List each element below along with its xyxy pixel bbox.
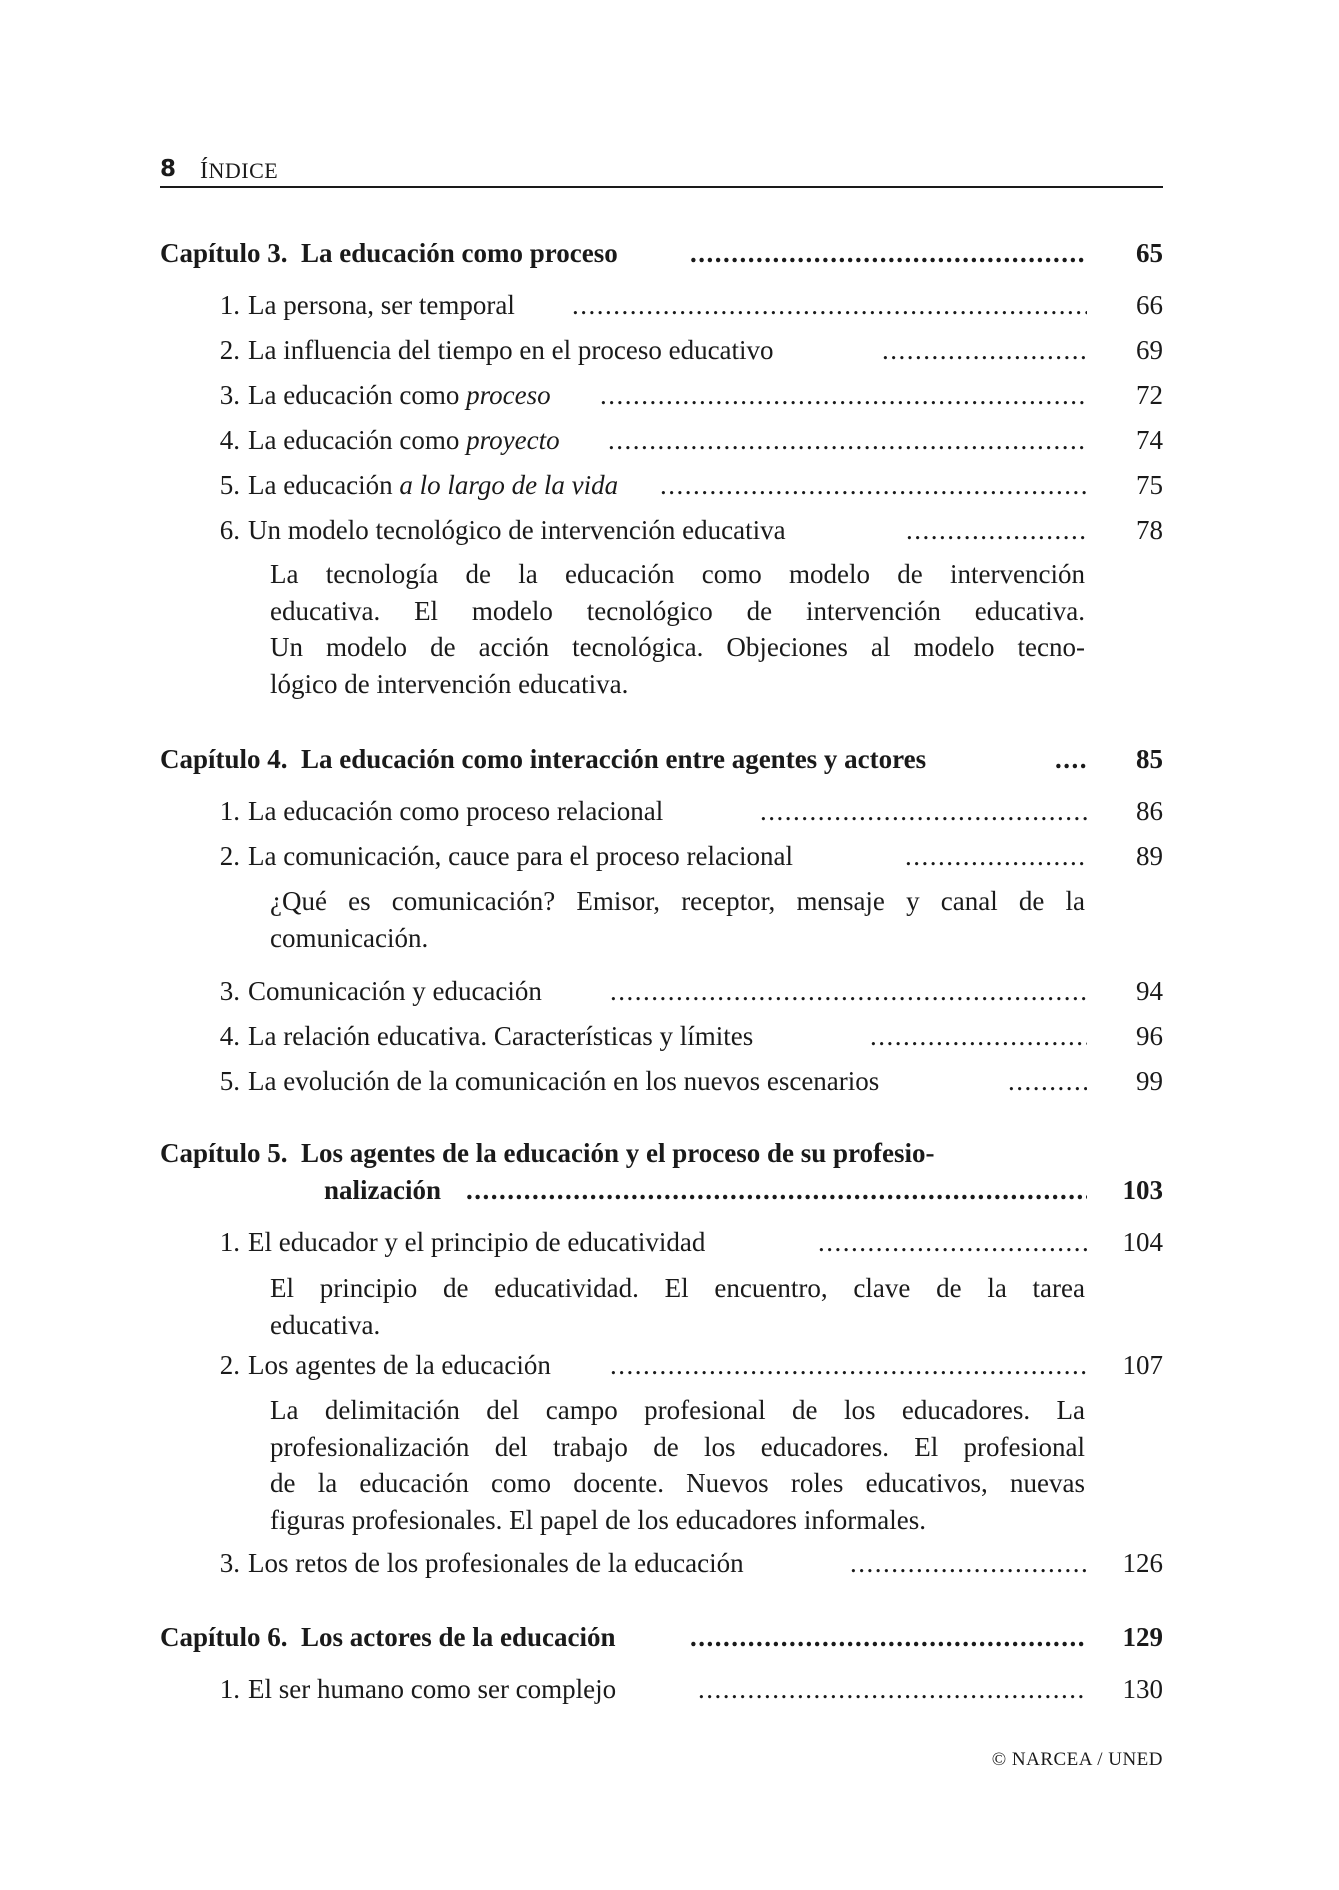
- entry-number: 4.: [219, 425, 240, 455]
- entry-title-emphasis: a lo largo de la vida: [399, 470, 619, 500]
- entry-page: 69: [1136, 335, 1163, 365]
- entry-number: 1.: [219, 290, 240, 320]
- chapter-page: 103: [1122, 1175, 1163, 1205]
- description-line: comunicación.: [270, 922, 429, 953]
- toc-entry: [160, 380, 1163, 416]
- toc-entry: [160, 425, 1163, 461]
- description-line: de la educación como docente. Nuevos roles educativos, nuevas: [270, 1468, 1085, 1498]
- entry-page: 94: [1136, 976, 1163, 1006]
- entry-title: La evolución de la comunicación en los nuevos escenarios: [248, 1066, 880, 1096]
- entry-number: 6.: [219, 515, 240, 545]
- dot-leader: [610, 1350, 1087, 1386]
- dot-leader: [466, 1175, 1087, 1211]
- entry-title: La educación como proceso relacional: [248, 796, 664, 826]
- entry-number: 1.: [219, 1227, 240, 1257]
- entry-title: La comunicación, cauce para el proceso relacional: [248, 841, 793, 871]
- entry-number: 1.: [219, 796, 240, 826]
- entry-number: 2.: [219, 335, 240, 365]
- entry-description: [270, 1392, 1085, 1538]
- description-line: El principio de educatividad. El encuentro, clave de la tarea: [270, 1273, 1085, 1303]
- entry-page: 86: [1136, 796, 1163, 826]
- toc-entry: [160, 1066, 1163, 1102]
- entry-page: 99: [1136, 1066, 1163, 1096]
- chapter-page: 85: [1136, 744, 1163, 774]
- dot-leader: [760, 796, 1087, 832]
- entry-page: 126: [1122, 1548, 1163, 1578]
- entry-description: [270, 1270, 1085, 1343]
- entry-page: 74: [1136, 425, 1163, 455]
- description-line: lógico de intervención educativa.: [270, 668, 629, 699]
- entry-page: 78: [1136, 515, 1163, 545]
- entry-title: El ser humano como ser complejo: [248, 1674, 617, 1704]
- description-line: La tecnología de la educación como modelo de intervención: [270, 559, 1085, 589]
- entry-title: La persona, ser temporal: [248, 290, 515, 320]
- toc-entry: [160, 290, 1163, 326]
- entry-page: 96: [1136, 1021, 1163, 1051]
- chapter-3-heading: [160, 238, 1163, 274]
- toc-entry: [160, 1021, 1163, 1057]
- entry-number: 2.: [219, 1350, 240, 1380]
- entry-description: [270, 556, 1085, 702]
- dot-leader: [906, 515, 1087, 551]
- dot-leader: [1008, 1066, 1087, 1102]
- description-line: Un modelo de acción tecnológica. Objeciones al modelo tecno-: [270, 632, 1085, 662]
- entry-title: La educación: [248, 470, 400, 500]
- page-header: [160, 156, 1163, 188]
- description-line: profesionalización del trabajo de los educadores. El profesional: [270, 1431, 1085, 1462]
- entry-number: 5.: [219, 1066, 240, 1096]
- entry-title: La relación educativa. Características y límites: [248, 1021, 754, 1051]
- chapter-4-heading: [160, 744, 1163, 780]
- chapter-6-heading: [160, 1622, 1163, 1658]
- dot-leader: [905, 841, 1087, 877]
- dot-leader: [600, 380, 1087, 416]
- entry-title-emphasis: proyecto: [466, 425, 560, 455]
- chapter-page: 65: [1136, 238, 1163, 268]
- entry-number: 3.: [219, 1548, 240, 1578]
- chapter-title: Los actores de la educación: [301, 1622, 616, 1652]
- dot-leader: [818, 1227, 1087, 1263]
- chapter-title: La educación como interacción entre agentes y actores: [301, 744, 927, 774]
- copyright-footer: © NARCEA / UNED: [991, 1749, 1163, 1770]
- toc-entry: [160, 470, 1163, 506]
- entry-title: Comunicación y educación: [248, 976, 542, 1006]
- dot-leader: [850, 1548, 1087, 1584]
- entry-page: 104: [1122, 1227, 1163, 1257]
- toc-entry: [160, 796, 1163, 832]
- entry-title: La influencia del tiempo en el proceso educativo: [248, 335, 774, 365]
- description-line: educativa.: [270, 1309, 381, 1340]
- entry-title-emphasis: proceso: [466, 380, 551, 410]
- chapter-page: 129: [1122, 1622, 1163, 1652]
- toc-entry: [160, 335, 1163, 371]
- entry-number: 5.: [219, 470, 240, 500]
- entry-title: Los retos de los profesionales de la educación: [248, 1548, 744, 1578]
- entry-page: 72: [1136, 380, 1163, 410]
- dot-leader: [690, 1622, 1087, 1658]
- description-line: educativa. El modelo tecnológico de intervención educativa.: [270, 595, 1085, 626]
- toc-entry: [160, 1350, 1163, 1386]
- description-line: ¿Qué es comunicación? Emisor, receptor, mensaje y canal de la: [270, 886, 1085, 916]
- description-line: figuras profesionales. El papel de los educadores informales.: [270, 1504, 927, 1535]
- entry-title: La educación como: [248, 425, 467, 455]
- dot-leader: [698, 1674, 1087, 1710]
- chapter-title-continued: nalización: [324, 1175, 442, 1205]
- entry-description: [270, 883, 1085, 956]
- toc-entry: [160, 1548, 1163, 1584]
- entry-number: 3.: [219, 380, 240, 410]
- entry-title: Los agentes de la educación: [248, 1350, 551, 1380]
- chapter-label: Capítulo 4.: [160, 744, 288, 774]
- toc-entry: [160, 976, 1163, 1012]
- running-head-rest: NDICE: [208, 158, 279, 183]
- entry-number: 3.: [219, 976, 240, 1006]
- dot-leader: [882, 335, 1087, 371]
- dot-leader: [610, 976, 1087, 1012]
- entry-title: El educador y el principio de educatividad: [248, 1227, 706, 1257]
- dot-leader: [1055, 744, 1087, 780]
- page-number: 8: [160, 156, 177, 182]
- entry-page: 75: [1136, 470, 1163, 500]
- dot-leader: [870, 1021, 1087, 1057]
- chapter-5-heading-continued: [160, 1175, 1163, 1211]
- toc-entry: [160, 1674, 1163, 1710]
- dot-leader: [660, 470, 1087, 506]
- running-head: [200, 158, 278, 185]
- entry-number: 2.: [219, 841, 240, 871]
- dot-leader: [608, 425, 1087, 461]
- toc-entry: [160, 841, 1163, 877]
- entry-title: La educación como: [248, 380, 467, 410]
- chapter-label: Capítulo 6.: [160, 1622, 288, 1652]
- chapter-title: La educación como proceso: [301, 238, 618, 268]
- dot-leader: [690, 238, 1087, 274]
- chapter-title: Los agentes de la educación y el proceso de su profesio-: [301, 1138, 935, 1168]
- dot-leader: [572, 290, 1087, 326]
- entry-title: Un modelo tecnológico de intervención educativa: [248, 515, 786, 545]
- chapter-label: Capítulo 3.: [160, 238, 288, 268]
- toc-entry: [160, 515, 1163, 551]
- running-head-initial: Í: [200, 158, 209, 184]
- description-line: La delimitación del campo profesional de los educadores. La: [270, 1395, 1085, 1425]
- entry-number: 1.: [219, 1674, 240, 1704]
- entry-page: 66: [1136, 290, 1163, 320]
- chapter-5-heading: [160, 1138, 1163, 1174]
- entry-page: 130: [1122, 1674, 1163, 1704]
- entry-number: 4.: [219, 1021, 240, 1051]
- entry-page: 107: [1122, 1350, 1163, 1380]
- toc-entry: [160, 1227, 1163, 1263]
- chapter-label: Capítulo 5.: [160, 1138, 288, 1168]
- entry-page: 89: [1136, 841, 1163, 871]
